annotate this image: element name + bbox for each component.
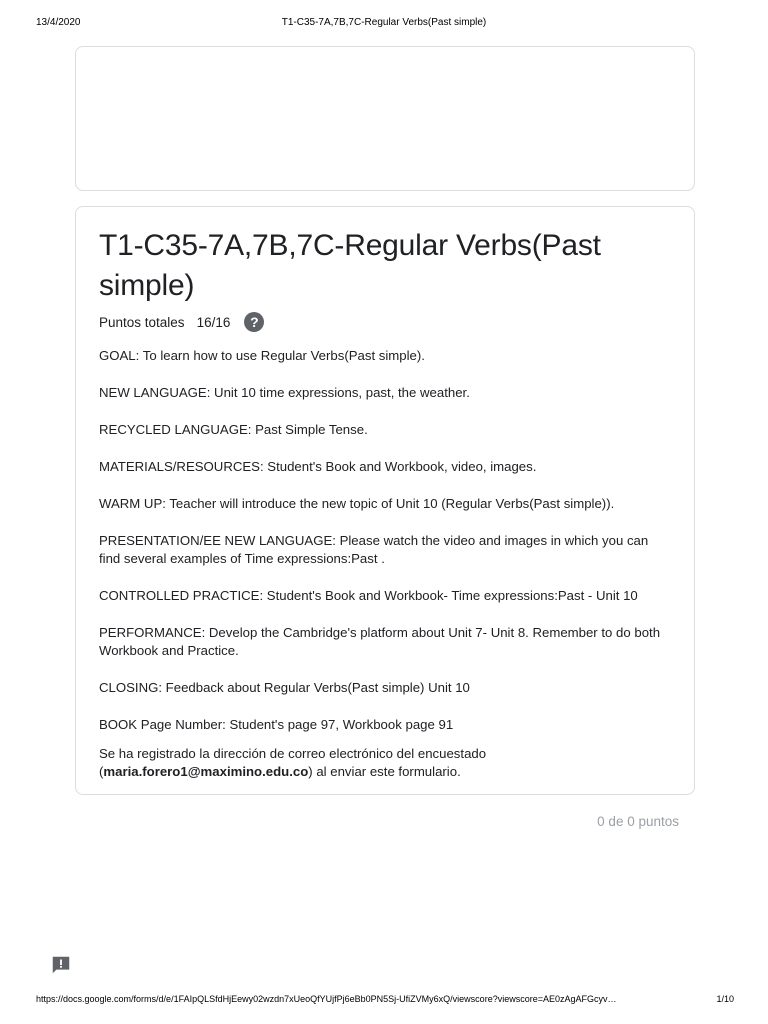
feedback-icon[interactable] (50, 954, 72, 976)
footer-page-number: 1/10 (716, 994, 734, 1004)
email-notice (99, 745, 671, 781)
footer-url: https://docs.google.com/forms/d/e/1FAIpQLSfdHjEewy02wzdn7xUeoQfYUjfPj6eBb0PN5Sj-UfiZVMy6xQ/viewscore?viewscore=AE0zAgAFGcyv… (36, 994, 617, 1004)
header-banner-card (75, 46, 695, 191)
description-goal: GOAL: To learn how to use Regular Verbs(Past simple). (99, 348, 425, 363)
email-notice-before: Se ha registrado la dirección de correo electrónico del encuestado ( (99, 746, 487, 779)
print-date: 13/4/2020 (36, 17, 81, 28)
total-points-value: 16/16 (196, 314, 231, 330)
description-book-page: BOOK Page Number: Student's page 97, Workbook page 91 (99, 717, 454, 732)
respondent-email: maria.forero1@maximino.edu.co (103, 764, 309, 779)
description-warm-up: WARM UP: Teacher will introduce the new topic of Unit 10 (Regular Verbs(Past simple)). (99, 496, 615, 511)
description-new-language: NEW LANGUAGE: Unit 10 time expressions, past, the weather. (99, 385, 470, 400)
description-presentation: PRESENTATION/EE NEW LANGUAGE: Please watch the video and images in which you can find several examples of Time expressions:Past . (99, 533, 649, 566)
form-header-card (75, 206, 695, 795)
score-text: 0 de 0 puntos (597, 814, 679, 829)
description-controlled-practice: CONTROLLED PRACTICE: Student's Book and Workbook- Time expressions:Past - Unit 10 (99, 588, 638, 603)
form-title: T1-C35-7A,7B,7C-Regular Verbs(Past simple) (99, 229, 601, 302)
print-header (0, 17, 768, 31)
email-notice-after: ) al enviar este formulario. (308, 764, 461, 779)
description-performance: PERFORMANCE: Develop the Cambridge's platform about Unit 7- Unit 8. Remember to do both Workbook and Practice. (99, 625, 661, 658)
total-points-row (99, 310, 671, 334)
description-recycled-language: RECYCLED LANGUAGE: Past Simple Tense. (99, 422, 368, 437)
print-title: T1-C35-7A,7B,7C-Regular Verbs(Past simple) (281, 17, 487, 28)
description-materials: MATERIALS/RESOURCES: Student's Book and Workbook, video, images. (99, 459, 537, 474)
total-points-label: Puntos totales (99, 314, 185, 330)
description-closing: CLOSING: Feedback about Regular Verbs(Past simple) Unit 10 (99, 680, 470, 695)
help-icon[interactable]: ? (244, 312, 264, 332)
form-description (99, 347, 671, 734)
feedback-icon-graphic (50, 954, 72, 976)
